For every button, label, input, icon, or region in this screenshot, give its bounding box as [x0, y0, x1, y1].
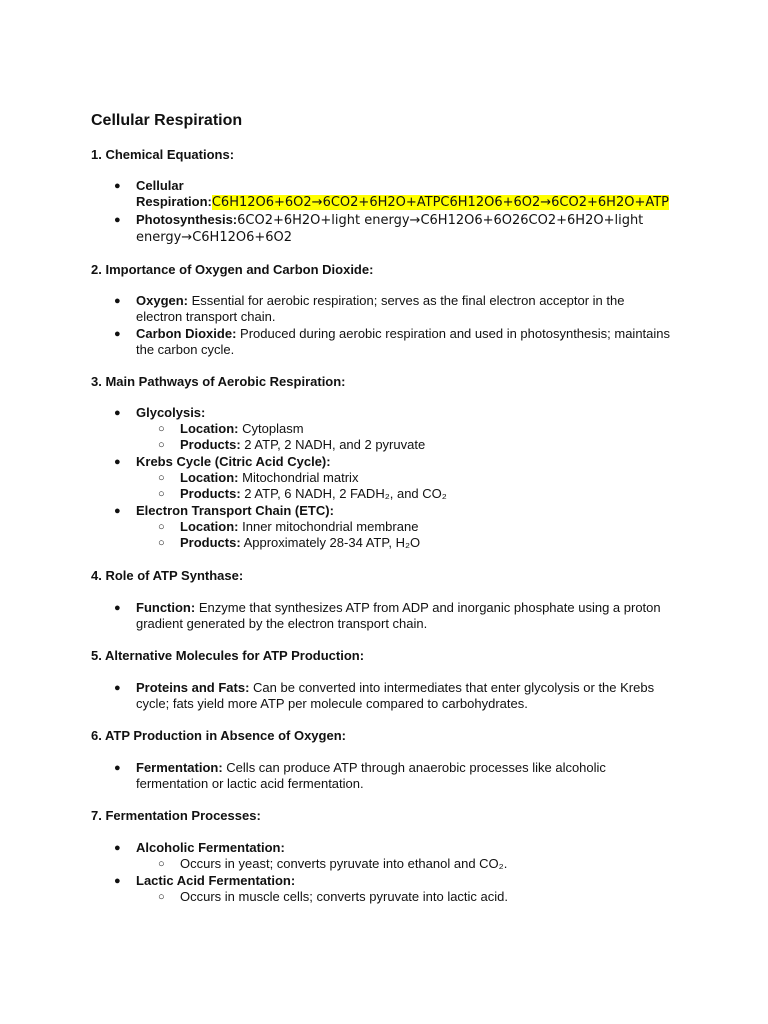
list-item	[114, 600, 674, 632]
item-text: Can be converted into intermediates that enter glycolysis or the Krebs cycle; fats yield more ATP per molecule compared to carbohydrates.	[136, 680, 655, 711]
list-item	[114, 454, 674, 502]
section-heading-chemical-equations: 1. Chemical Equations:	[91, 147, 235, 162]
sub-label: Products:	[180, 486, 241, 501]
sub-label: Products:	[180, 535, 241, 550]
oxygen-co2-list	[114, 293, 674, 359]
item-label: Electron Transport Chain (ETC):	[136, 503, 334, 518]
section-heading-pathways: 3. Main Pathways of Aerobic Respiration:	[91, 374, 346, 389]
item-label: Oxygen:	[136, 293, 189, 308]
item-text: Produced during aerobic respiration and used in photosynthesis; maintains the carbon cycle.	[136, 326, 671, 357]
sub-item	[158, 535, 674, 551]
item-label: Krebs Cycle (Citric Acid Cycle):	[136, 454, 331, 469]
list-item	[114, 680, 674, 712]
sub-text: Approximately 28-34 ATP, H₂O	[243, 535, 421, 550]
sub-label: Location:	[180, 470, 239, 485]
sub-text: 2 ATP, 6 NADH, 2 FADH₂, and CO₂	[244, 486, 447, 501]
sub-text: Occurs in muscle cells; converts pyruvate into lactic acid.	[180, 889, 509, 904]
list-item	[114, 293, 674, 325]
sub-list	[158, 519, 674, 551]
atp-synthase-list	[114, 600, 674, 633]
item-text: Essential for aerobic respiration; serves as the final electron acceptor in the electron transport chain.	[136, 293, 625, 324]
section-heading-oxygen-co2: 2. Importance of Oxygen and Carbon Dioxide:	[91, 262, 374, 277]
item-label: Carbon Dioxide:	[136, 326, 237, 341]
sub-text: Cytoplasm	[242, 421, 304, 436]
section-heading-alt-molecules: 5. Alternative Molecules for ATP Production:	[91, 648, 365, 663]
item-label: Cellular Respiration:	[136, 178, 212, 209]
list-item	[114, 178, 674, 211]
list-item	[114, 326, 674, 358]
item-label: Glycolysis:	[136, 405, 206, 420]
item-label: Proteins and Fats:	[136, 680, 250, 695]
item-label: Photosynthesis:	[136, 212, 238, 227]
sub-item	[158, 519, 674, 535]
photosynthesis-equation: 6CO2+6H2O+light energy→C6H12O6+6O26CO2+6H2O+light energy→C6H12O6+6O2	[136, 213, 644, 245]
list-item	[114, 760, 674, 792]
sub-text: Mitochondrial matrix	[242, 470, 359, 485]
fermentation-list	[114, 840, 674, 906]
list-item	[114, 873, 674, 905]
sub-text: Occurs in yeast; converts pyruvate into ethanol and CO₂.	[180, 856, 508, 871]
sub-label: Location:	[180, 421, 239, 436]
sub-item	[158, 856, 674, 872]
page-title: Cellular Respiration	[91, 112, 243, 129]
sub-item	[158, 889, 674, 905]
item-text: Cells can produce ATP through anaerobic processes like alcoholic fermentation or lactic acid fermentation.	[136, 760, 606, 791]
item-label: Fermentation:	[136, 760, 223, 775]
no-oxygen-list	[114, 760, 674, 793]
item-label: Lactic Acid Fermentation:	[136, 873, 296, 888]
sub-item	[158, 486, 674, 502]
sub-list	[158, 470, 674, 502]
item-text: Enzyme that synthesizes ATP from ADP and inorganic phosphate using a proton gradient generated by the electron transport chain.	[136, 600, 661, 631]
respiration-equation: C6H12O6+6O2→6CO2+6H2O+ATPC6H12O6+6O2→6CO2+6H2O+ATP	[211, 195, 670, 210]
sub-label: Products:	[180, 437, 241, 452]
sub-item	[158, 470, 674, 486]
section-heading-no-oxygen: 6. ATP Production in Absence of Oxygen:	[91, 728, 346, 743]
sub-label: Location:	[180, 519, 239, 534]
sub-item	[158, 421, 674, 437]
list-item	[114, 405, 674, 453]
item-label: Function:	[136, 600, 196, 615]
alt-molecules-list	[114, 680, 674, 713]
chemical-equations-list	[114, 178, 674, 247]
list-item	[114, 840, 674, 872]
sub-text: Inner mitochondrial membrane	[242, 519, 419, 534]
section-heading-atp-synthase: 4. Role of ATP Synthase:	[91, 568, 244, 583]
sub-text: 2 ATP, 2 NADH, and 2 pyruvate	[244, 437, 426, 452]
list-item	[114, 503, 674, 551]
section-heading-fermentation: 7. Fermentation Processes:	[91, 808, 261, 823]
pathways-list	[114, 405, 674, 552]
sub-list	[158, 856, 674, 872]
sub-list	[158, 421, 674, 453]
item-label: Alcoholic Fermentation:	[136, 840, 285, 855]
sub-item	[158, 437, 674, 453]
sub-list	[158, 889, 674, 905]
list-item	[114, 212, 674, 246]
